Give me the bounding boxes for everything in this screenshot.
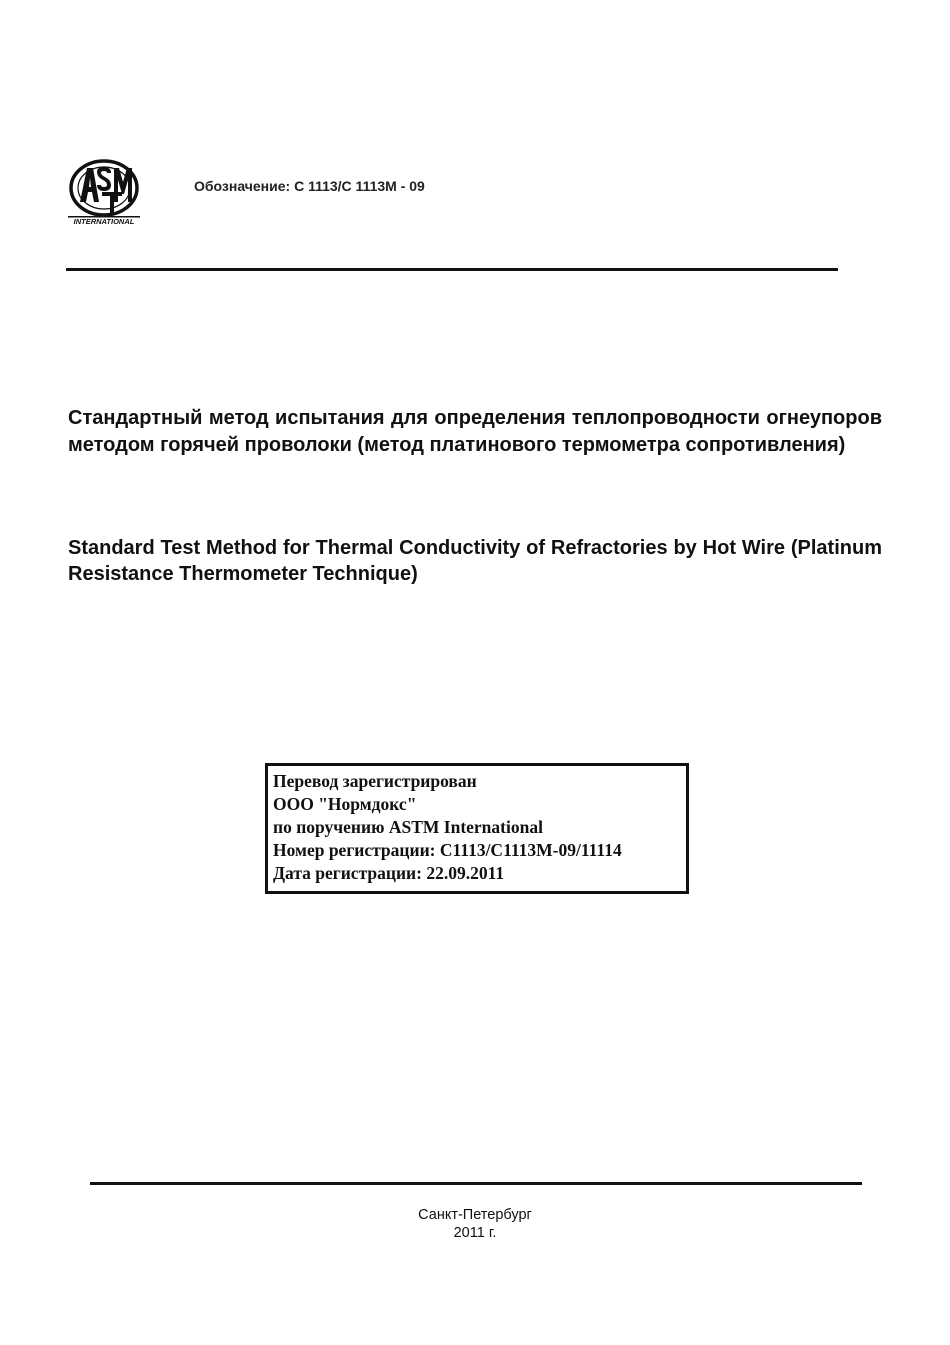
registration-box <box>265 763 689 894</box>
astm-logo-icon <box>66 158 142 228</box>
registration-line-company: ООО "Нормдокс" <box>273 794 417 814</box>
footer <box>0 1206 950 1242</box>
svg-text:INTERNATIONAL: INTERNATIONAL <box>73 217 135 226</box>
registration-lines <box>268 766 686 885</box>
registration-line-commission: по поручению ASTM International <box>273 817 543 837</box>
footer-city: Санкт-Петербург <box>418 1207 532 1223</box>
document-designation: Обозначение: C 1113/C 1113M - 09 <box>194 178 425 194</box>
title-russian: Стандартный метод испытания для определения теплопроводности огнеупоров методом горячей проволоки (метод платинового термометра сопротивления) <box>68 407 882 456</box>
registration-line-status: Перевод зарегистрирован <box>273 771 477 791</box>
bottom-divider <box>90 1182 862 1185</box>
footer-year: 2011 г. <box>453 1225 497 1241</box>
registration-line-date: Дата регистрации: 22.09.2011 <box>273 863 505 883</box>
top-divider <box>66 268 838 271</box>
title-english: Standard Test Method for Thermal Conductivity of Refractories by Hot Wire (Platinum Resistance Thermometer Technique) <box>68 537 882 585</box>
registration-line-number: Номер регистрации: C1113/C1113M-09/11114 <box>273 840 622 860</box>
